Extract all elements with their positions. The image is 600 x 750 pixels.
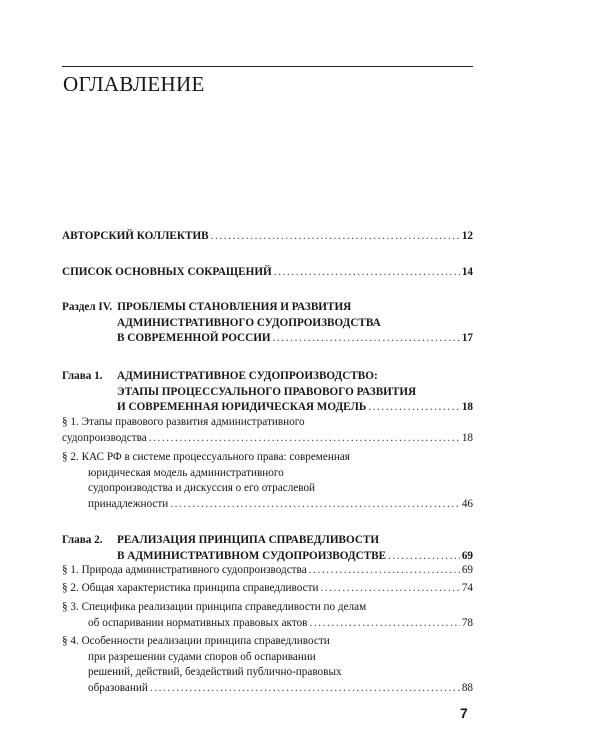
entry-label-continued: судопроизводства и дискуссия о его отраслевой [88, 482, 316, 494]
entry-label-continued: принадлежности [88, 497, 169, 510]
entry-label-continued: И СОВРЕМЕННАЯ ЮРИДИЧЕСКАЯ МОДЕЛЬ [117, 401, 367, 413]
entry-label: § 3. Специфика реализации принципа справедливости по делам [62, 601, 367, 613]
entry-page: 12 [461, 230, 473, 242]
dot-leader [309, 563, 460, 579]
entry-label: § 1. Этапы правового развития административного [62, 416, 305, 428]
top-rule [62, 66, 473, 67]
dot-leader [274, 265, 460, 281]
dot-leader [150, 681, 460, 697]
page-number: 7 [460, 705, 468, 721]
dot-leader [368, 400, 460, 416]
entry-page: 46 [461, 497, 473, 510]
entry-label: § 2. КАС РФ в системе процессуального права: современная [62, 451, 350, 463]
entry-page: 18 [461, 431, 473, 444]
entry-label: § 2. Общая характеристика принципа справедливости [62, 582, 319, 594]
toc-entry-ch2-section-1[interactable] [62, 563, 473, 579]
toc-entry-authors[interactable] [62, 229, 473, 245]
entry-label: ПРОБЛЕМЫ СТАНОВЛЕНИЯ И РАЗВИТИЯ [117, 301, 352, 313]
entry-label-continued: юридическая модель административного [88, 466, 284, 479]
entry-page: 88 [461, 681, 473, 694]
entry-label: § 1. Природа административного судопроизводства [62, 564, 307, 576]
page-title: ОГЛАВЛЕНИЕ [63, 72, 205, 96]
entry-page: 14 [461, 266, 473, 278]
entry-label: РЕАЛИЗАЦИЯ ПРИНЦИПА СПРАВЕДЛИВОСТИ [117, 534, 380, 546]
entry-label-continued: об оспаривании нормативных правовых актов [88, 616, 308, 629]
toc-entry-ch1-section-2[interactable] [62, 450, 473, 512]
entry-page: 17 [461, 332, 473, 344]
entry-prefix: Раздел IV. [62, 301, 113, 313]
toc-entry-chapter-2[interactable] [62, 533, 473, 564]
dot-leader [170, 497, 460, 513]
entry-label-continued: АДМИНИСТРАТИВНОГО СУДОПРОИЗВОДСТВА [117, 316, 381, 329]
entry-page: 18 [461, 401, 473, 413]
entry-label: СПИСОК ОСНОВНЫХ СОКРАЩЕНИЙ [62, 266, 272, 278]
entry-label: АДМИНИСТРАТИВНОЕ СУДОПРОИЗВОДСТВО: [117, 370, 378, 382]
toc-entry-abbreviations[interactable] [62, 265, 473, 281]
toc-entry-section-4[interactable] [62, 300, 473, 347]
entry-label-continued: В СОВРЕМЕННОЙ РОССИИ [117, 332, 271, 344]
toc-entry-ch2-section-3[interactable] [62, 600, 473, 631]
entry-label-continued: решений, действий, бездействий публично-правовых [88, 666, 342, 678]
entry-label: АВТОРСКИЙ КОЛЛЕКТИВ [62, 230, 209, 242]
toc-entry-chapter-1[interactable] [62, 369, 473, 416]
dot-leader [149, 431, 460, 447]
entry-label-continued: судопроизводства [62, 431, 147, 444]
toc-entry-ch2-section-4[interactable] [62, 634, 473, 696]
dot-leader [320, 581, 459, 597]
toc-entry-ch1-section-1[interactable] [62, 415, 473, 446]
entry-label-continued: В АДМИНИСТРАТИВНОМ СУДОПРОИЗВОДСТВЕ [117, 549, 387, 562]
entry-page: 74 [461, 582, 473, 594]
toc-entry-ch2-section-2[interactable] [62, 581, 473, 597]
entry-label-continued: при разрешении судами споров об оспаривании [88, 650, 316, 663]
entry-label: § 4. Особенности реализации принципа справедливости [62, 635, 330, 647]
entry-prefix: Глава 1. [62, 370, 103, 382]
entry-label-continued: образований [88, 681, 148, 694]
dot-leader [388, 549, 460, 565]
entry-label-continued: ЭТАПЫ ПРОЦЕССУАЛЬНОГО ПРАВОВОГО РАЗВИТИЯ [117, 385, 417, 398]
entry-prefix: Глава 2. [62, 534, 103, 546]
entry-page: 69 [461, 564, 473, 576]
entry-page: 69 [461, 549, 473, 562]
entry-page: 78 [461, 616, 473, 629]
dot-leader [273, 331, 460, 347]
dot-leader [211, 229, 460, 245]
dot-leader [309, 616, 459, 632]
